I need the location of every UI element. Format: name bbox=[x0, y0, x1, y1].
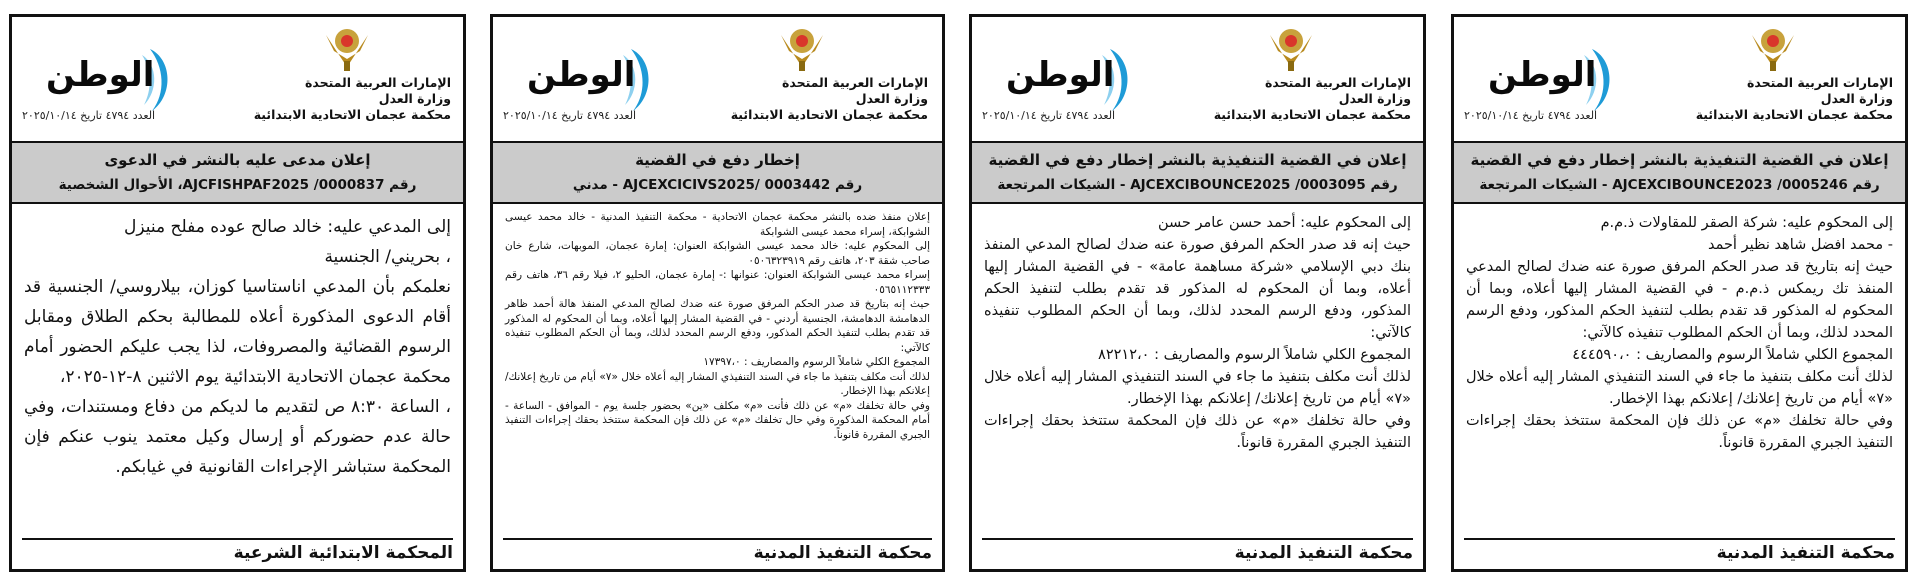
body-paragraph: المجموع الكلي شاملاً الرسوم والمصاريف : ١٧٣٩٧،٠ bbox=[703, 356, 930, 368]
title-band bbox=[493, 141, 942, 204]
court-signature: المحكمة الابتدائية الشرعية bbox=[22, 538, 453, 563]
issue-date: العدد ٤٧٩٤ تاريخ ٢٠٢٥/١٠/١٤ bbox=[503, 109, 637, 122]
institution-line: محكمة عجمان الاتحادية الابتدائية bbox=[1213, 107, 1411, 122]
institution-line: محكمة عجمان الاتحادية الابتدائية bbox=[253, 107, 451, 122]
institution-line: محكمة عجمان الاتحادية الابتدائية bbox=[730, 107, 928, 122]
body-paragraph: إلى المحكوم عليه: أحمد حسن عامر حسن bbox=[1157, 215, 1411, 231]
institution-block bbox=[1696, 75, 1893, 123]
institution-line: وزارة العدل bbox=[855, 91, 928, 106]
institution-line: الإمارات العربية المتحدة bbox=[781, 75, 928, 90]
newspaper-name: الوطن bbox=[46, 55, 155, 95]
alwatan-logo bbox=[992, 45, 1132, 115]
institution-line: الإمارات العربية المتحدة bbox=[304, 75, 451, 90]
uae-emblem-icon bbox=[320, 21, 374, 73]
institution-block bbox=[731, 75, 928, 123]
uae-emblem-icon bbox=[775, 21, 829, 73]
institution-line: وزارة العدل bbox=[378, 91, 451, 106]
institution-line: الإمارات العربية المتحدة bbox=[1746, 75, 1893, 90]
case-number: رقم AJCEXCIBOUNCE2025 /0003095 - الشيكات المرتجعة bbox=[997, 177, 1398, 193]
body-paragraph: إلى المدعي عليه: خالد صالح عوده مفلح منيزل bbox=[124, 217, 451, 237]
issue-date: العدد ٤٧٩٤ تاريخ ٢٠٢٥/١٠/١٤ bbox=[1464, 109, 1598, 122]
body-paragraph: المجموع الكلي شاملاً الرسوم والمصاريف : ٨٢٢١٢،٠ bbox=[1098, 347, 1411, 363]
issue-date: العدد ٤٧٩٤ تاريخ ٢٠٢٥/١٠/١٤ bbox=[22, 109, 156, 122]
alwatan-logo bbox=[32, 45, 172, 115]
case-number: رقم AJCEXCIBOUNCE2023 /0005246 - الشيكات المرتجعة bbox=[1479, 177, 1880, 193]
notice-card bbox=[9, 14, 466, 572]
notice-body bbox=[493, 204, 942, 442]
body-paragraph: لذلك أنت مكلف بتنفيذ ما جاء في السند التنفيذي المشار إليه أعلاه خلال «٧» أيام من تاريخ إعلانك/ إعلانكم بهذا الإخطار. bbox=[1466, 369, 1893, 407]
notice-body bbox=[1454, 204, 1905, 454]
notice-header bbox=[972, 17, 1423, 141]
title-band bbox=[12, 141, 463, 204]
body-paragraph: إعلان منفذ ضده بالنشر محكمة عجمان الاتحادية - محكمة التنفيذ المدنية - خالد محمد عيسى الشوابكة، إسراء محمد عيسى الشوابكة bbox=[505, 211, 930, 238]
alwatan-logo bbox=[1474, 45, 1614, 115]
body-paragraph: وفي حالة تخلفك «م» عن ذلك فإن المحكمة ستتخذ بحقك إجراءات التنفيذ الجبري المقررة قانوناً. bbox=[984, 413, 1411, 451]
body-paragraph: حيث إنه بتاريخ قد صدر الحكم المرفق صورة عنه ضدك لصالح المدعي المنفذ تك ريمكس ذ.م.م - في القضية المشار إليها أعلاه، وبما أن المحكوم له المذكور قد تقدم بطلب لتنفيذ الحكم المذكور، ودفع الرسم المحدد لذلك، وبما أن الحكم المطلوب تنفيذه كالآتي: bbox=[1466, 259, 1893, 341]
uae-emblem-icon bbox=[1746, 21, 1800, 73]
institution-line: وزارة العدل bbox=[1820, 91, 1893, 106]
notice-header bbox=[493, 17, 942, 141]
case-number: رقم AJCFISHPAF2025 /0000837، الأحوال الشخصية bbox=[58, 177, 417, 193]
body-paragraph: إسراء محمد عيسى الشوابكة العنوان: عنوانها :- إمارة عجمان، الحليو ٢، فيلا رقم ٣٦، هاتف رقم ٠٥٦٥١١٢٣٣٣ bbox=[505, 269, 930, 296]
court-signature: محكمة التنفيذ المدنية bbox=[503, 538, 932, 563]
court-signature: محكمة التنفيذ المدنية bbox=[1464, 538, 1895, 563]
notice-header bbox=[12, 17, 463, 141]
body-paragraph: لذلك أنت مكلف بتنفيذ ما جاء في السند التنفيذي المشار إليه أعلاه خلال «٧» أيام من تاريخ إعلانك/ إعلانكم بهذا الإخطار. bbox=[984, 369, 1411, 407]
newspaper-name: الوطن bbox=[527, 55, 636, 95]
body-paragraph: ، بحريني/ الجنسية bbox=[324, 247, 451, 267]
notice-title: إعلان في القضية التنفيذية بالنشر إخطار دفع في القضية bbox=[1470, 151, 1889, 169]
title-band bbox=[1454, 141, 1905, 204]
institution-line: الإمارات العربية المتحدة bbox=[1264, 75, 1411, 90]
newspaper-name: الوطن bbox=[1488, 55, 1597, 95]
body-paragraph: ، الساعة ٨:٣٠ ص لتقديم ما لديكم من دفاع ومستندات، وفي حالة عدم حضوركم أو إرسال وكيل معتمد ينوب عنكم فإن المحكمة ستباشر الإجراءات القانونية في غيابكم. bbox=[24, 397, 451, 477]
case-number: رقم AJCEXCICIVS2025/ 0003442 - مدني bbox=[572, 177, 863, 193]
body-paragraph: المجموع الكلي شاملاً الرسوم والمصاريف : ٤٤٤٥٩٠،٠ bbox=[1572, 347, 1893, 363]
notice-title: إخطار دفع في القضية bbox=[635, 151, 800, 169]
institution-block bbox=[1214, 75, 1411, 123]
body-paragraph: لذلك أنت مكلف بتنفيذ ما جاء في السند التنفيذي المشار إليه أعلاه خلال «٧» أيام من تاريخ إعلانك/ إعلانكم بهذا الإخطار. bbox=[505, 370, 930, 397]
body-paragraph: وفي حالة تخلفك «م» عن ذلك فأنت «م» مكلف «ين» بحضور جلسة يوم - الموافق - الساعة - أمام المحكمة المذكورة وفي حال تخلفك «م» عن ذلك فإن المحكمة ستتخذ بحقك إجراءات التنفيذ الجبري المقررة قانوناً. bbox=[505, 399, 930, 441]
title-band bbox=[972, 141, 1423, 204]
newspaper-name: الوطن bbox=[1006, 55, 1115, 95]
institution-line: وزارة العدل bbox=[1338, 91, 1411, 106]
court-signature: محكمة التنفيذ المدنية bbox=[982, 538, 1413, 563]
body-paragraph: - محمد افضل شاهد نظير أحمد bbox=[1707, 237, 1893, 253]
uae-emblem-icon bbox=[1264, 21, 1318, 73]
notice-title: إعلان في القضية التنفيذية بالنشر إخطار دفع في القضية bbox=[988, 151, 1407, 169]
body-paragraph: حيث إنه بتاريخ قد صدر الحكم المرفق صورة عنه ضدك لصالح المدعي المنفذ هالة أحمد ظاهر الدهامشة الدهامشة، الجنسية أردني - في القضية المشار إليها أعلاه، وبما أن المحكوم له المذكور قد تقدم بطلب لتنفيذ الحكم المذكور، ودفع الرسم المحدد لذلك، وبما أن الحكم المطلوب تنفيذه كالآتي: bbox=[505, 298, 930, 354]
issue-date: العدد ٤٧٩٤ تاريخ ٢٠٢٥/١٠/١٤ bbox=[982, 109, 1116, 122]
body-paragraph: نعلمكم بأن المدعي اناستاسيا كوزان، بيلاروسي/ الجنسية قد أقام الدعوى المذكورة أعلاه للمطالبة بحكم الطلاق ومقابل الرسوم القضائية والمصروفات، لذا يجب عليكم الحضور أمام محكمة عجمان الاتحادية الابتدائية يوم الاثنين ٨-١٢-٢٠٢٥، bbox=[24, 277, 451, 387]
institution-block bbox=[254, 75, 451, 123]
notice-body bbox=[972, 204, 1423, 454]
alwatan-logo bbox=[513, 45, 653, 115]
notice-card bbox=[490, 14, 945, 572]
notice-card bbox=[969, 14, 1426, 572]
notice-header bbox=[1454, 17, 1905, 141]
notice-title: إعلان مدعى عليه بالنشر في الدعوى bbox=[104, 151, 371, 169]
body-paragraph: حيث إنه قد صدر الحكم المرفق صورة عنه ضدك لصالح المدعي المنفذ بنك دبي الإسلامي «شركة مساهمة عامة» - في القضية المشار إليها أعلاه، وبما أن المحكوم له المذكور قد تقدم بطلب لتنفيذ الحكم المذكور، ودفع الرسم المحدد لذلك، وبما أن الحكم المطلوب تنفيذه كالآتي: bbox=[984, 237, 1411, 341]
notice-card bbox=[1451, 14, 1908, 572]
body-paragraph: إلى المحكوم عليه: خالد محمد عيسى الشوابكة العنوان: إمارة عجمان، الموبهات، شارع خان صاحب شقة ٢٠٣، هاتف رقم ٠٥٠٦٣٢٣٩١٩ bbox=[505, 240, 930, 267]
notice-body bbox=[12, 204, 463, 482]
institution-line: محكمة عجمان الاتحادية الابتدائية bbox=[1695, 107, 1893, 122]
body-paragraph: وفي حالة تخلفك «م» عن ذلك فإن المحكمة ستتخذ بحقك إجراءات التنفيذ الجبري المقررة قانوناً. bbox=[1466, 413, 1893, 451]
body-paragraph: إلى المحكوم عليه: شركة الصقر للمقاولات ذ.م.م bbox=[1600, 215, 1893, 231]
